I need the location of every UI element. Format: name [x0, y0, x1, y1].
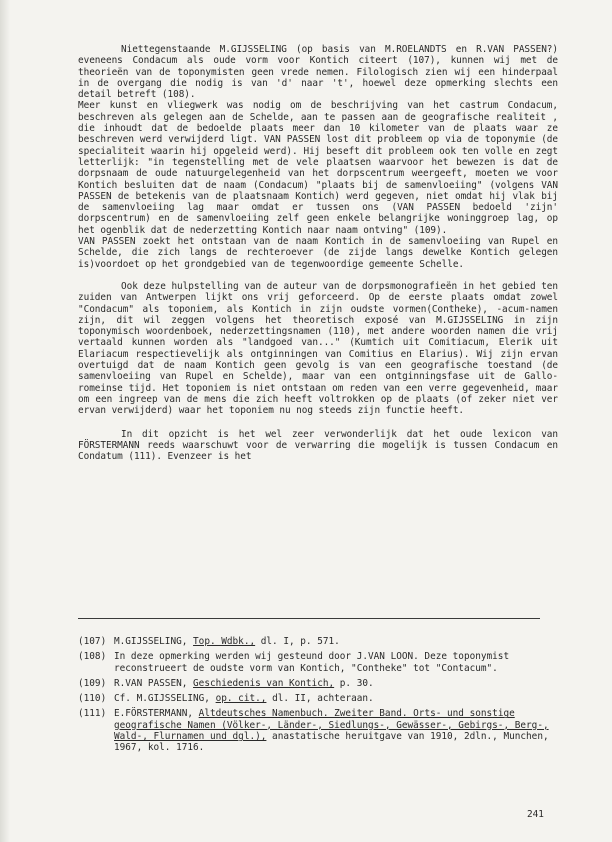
footnote-109 — [78, 678, 564, 689]
footnote-text-tail: p. 30. — [334, 677, 374, 689]
footnote-reference: Top. Wdbk., — [193, 636, 256, 647]
footnote-number: (108) — [78, 651, 107, 663]
paragraph-3: VAN PASSEN zoekt het ontstaan van de naam Kontich in de samenvloeiing van Rupel en Schelde, die zich langs de rechteroever (de zijde langs dewelke Kontich gelegen is)voordoet op het grondgebied van de tegenwoordige gemeente Schelle. — [78, 236, 558, 270]
footnote-text: In deze opmerking werden wij gesteund door J.VAN LOON. Deze toponymist reconstrueert de oudste vorm van Kontich, "Contheke" tot "Contacum". — [114, 651, 510, 674]
paragraph-5: In dit opzicht is het wel zeer verwonderlijk dat het oude lexicon van FÖRSTERMANN reeds waarschuwt voor de verwarring die mogelijk is tussen Condacum en Condatum (111). Evenzeer is het — [78, 428, 558, 463]
footnote-text: R.VAN PASSEN, — [114, 677, 194, 689]
footnote-108 — [78, 651, 564, 674]
footnote-text: E.FÖRSTERMANN, — [114, 708, 199, 720]
paragraph-2: Meer kunst en vliegwerk was nodig om de beschrijving van het castrum Condacum, beschreven als gelegen aan de Schelde, aan te passen aan de geografische realiteit , die inhoudt dat de bedoelde plaats meer dan 10 kilometer van de plaats waar ze beschreven werd verwijderd ligt. VAN PASSEN lost dit probleem op via de toponymie (de specialiteit waarin hij opgeleid werd). Hij beseft dit probleem ook ten volle en zegt letterlijk: "in tegenstelling met de vele plaatsen waarvoor het bewezen is dat de dorpsnaam de oude natuurgelegenheid van het dorpscentrum weergeeft, moeten we voor Kontich besluiten dat de naam (Condacum) "plaats bij de samenvloeiing" (volgens VAN PASSEN de betekenis van de plaatsnaam Kontich) werd gegeven, niet omdat hij vlak bij de samenvloeiing lag maar omdat er tussen ons (VAN PASSEN bedoeld 'zijn' dorpscentrum) en de samenvloeiing zelf geen enkele belangrijke woninggroep lag, op het ogenblik dat de nederzetting Kontich naar naam ontving" (109). — [78, 100, 558, 236]
scan-edge-shadow — [0, 0, 10, 842]
footnote-text-tail: dl. I, p. 571. — [255, 636, 340, 647]
footnote-reference: op. cit., — [215, 693, 267, 705]
footnote-number: (110) — [78, 693, 107, 705]
footnote-text: M.GIJSSELING, — [114, 636, 194, 647]
footnote-110 — [78, 693, 564, 704]
paragraph-1: Niettegenstaande M.GIJSSELING (op basis van M.ROELANDTS en R.VAN PASSEN?) eveneens Condacum als oude vorm voor Kontich citeert (107), kunnen wij met de theorieën van de toponymisten geen vrede nemen. Filologisch zien wij een hinderpaal in de overgang die nodig is van 'd' naar 't', hoewel deze opmerking slechts een detail betreft (108). — [78, 44, 558, 101]
footnote-number: (109) — [78, 677, 107, 689]
main-text — [78, 44, 558, 462]
footnote-text-tail: anastatische heruitgave van 1910, 2dln., Munchen, 1967, kol. 1716. — [114, 731, 549, 754]
footnotes — [78, 636, 564, 758]
page-number: 241 — [527, 809, 544, 820]
footnote-reference: Altdeutsches Namenbuch. Zweiter Band. Orts- und sonstige geografische Namen (Völker-, Länder-, Siedlungs-, Gewässer-, Gebirgs-, Berg-, Wald-, Flurnamen und dgl.), — [114, 708, 549, 743]
footnote-separator — [78, 618, 540, 619]
footnote-text: Cf. M.GIJSSELING, — [114, 693, 216, 705]
paragraph-4: Ook deze hulpstelling van de auteur van de dorpsmonografieën in het gebied ten zuiden van Antwerpen lijkt ons vrij geforceerd. Op de eerste plaats omdat zowel "Condacum" als toponiem, als Kontich in zijn oudste vormen(Contheke), -acum-namen zijn, dit wil zeggen volgens het theoretisch exposé van M.GIJSSELING in zijn toponymisch woordenboek, nederzettingsnamen (110), met andere woorden namen die vrij vertaald kunnen worden als "landgoed van..." (Kumtich uit Comitiacum, Elerik uit Elariacum respectievelijk als ontginningen van Comitius en Elarius). Wij zijn ervan overtuigd dat de naam Kontich geen gevolg is van een geografische toestand (de samenvloeiing van Rupel en Schelde), maar van een ontginningsfase uit de Gallo-romeinse tijd. Het toponiem is niet ontstaan om reden van een verre gegevenheid, maar om een ingreep van de mens die zich heeft voltrokken op de plaats (of zeker niet ver ervan verwijderd) waar het toponiem nu nog steeds zijn functie heeft. — [78, 280, 558, 417]
footnote-number: (111) — [78, 708, 107, 720]
footnote-text-tail: dl. II, achteraan. — [266, 693, 374, 705]
footnote-reference: Geschiedenis van Kontich, — [193, 677, 335, 689]
footnote-107 — [78, 636, 564, 647]
footnote-number: (107) — [78, 636, 107, 647]
footnote-111 — [78, 708, 564, 753]
